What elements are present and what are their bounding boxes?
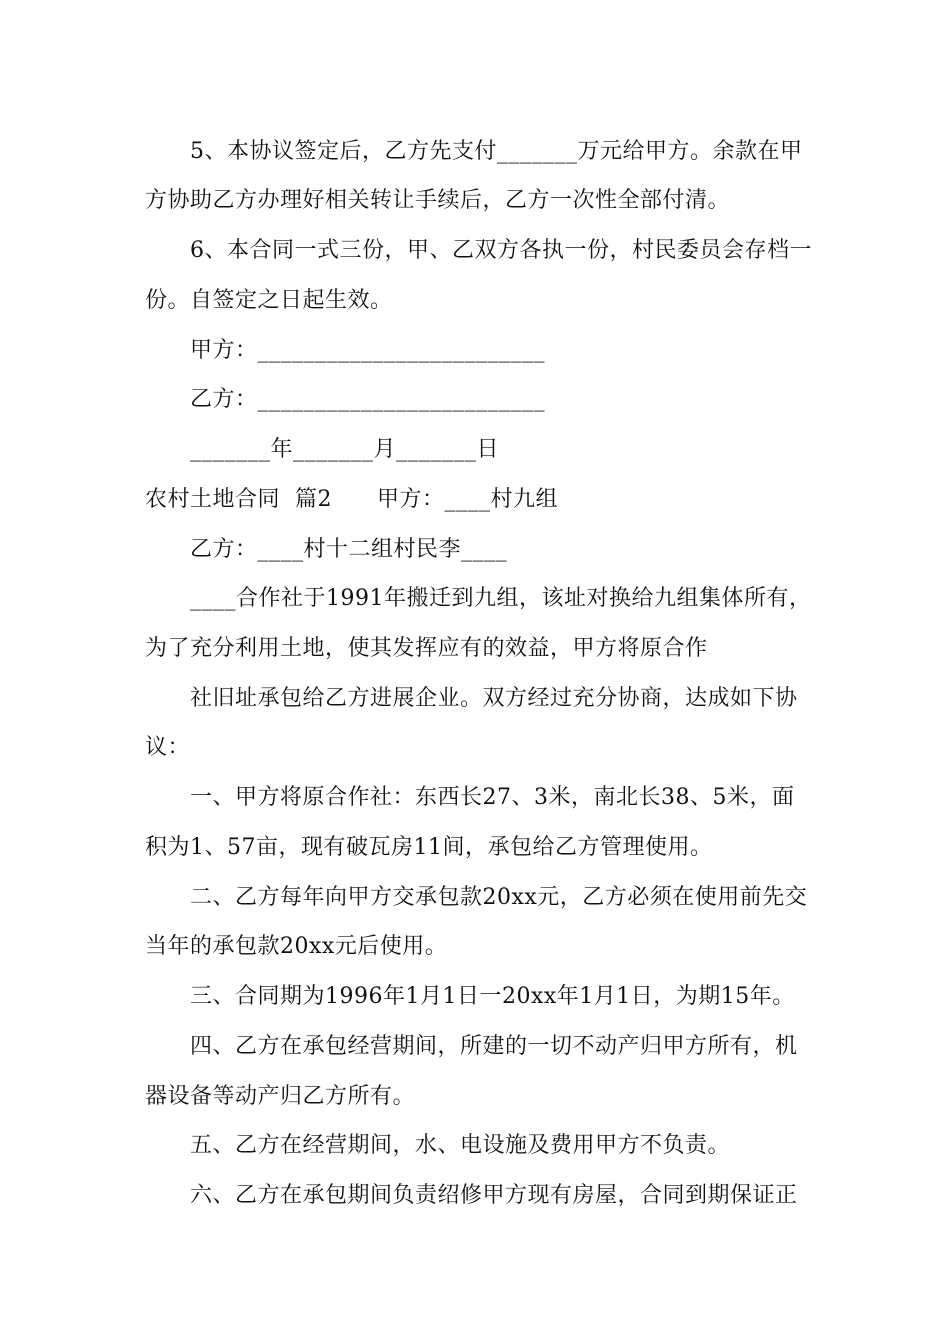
article-5-line: 五、乙方在经营期间，水、电设施及费用甲方不负责。 — [190, 1133, 731, 1158]
article-1-line-1: 一、甲方将原合作社：东西长27、3米，南北长38、5米，面 — [190, 785, 795, 810]
intro-line-3: 社旧址承包给乙方进展企业。双方经过充分协商，达成如下协 — [190, 686, 798, 711]
intro-line-1: ____合作社于1991年搬迁到九组，该址对换给九组集体所有， — [190, 586, 812, 611]
clause-6-line-2: 份。自签定之日起生效。 — [145, 288, 393, 313]
clause-5-line-1: 5、本协议签定后，乙方先支付_______万元给甲方。余款在甲 — [190, 139, 803, 164]
clause-5-line-2: 方协助乙方办理好相关转让手续后，乙方一次性全部付清。 — [145, 188, 731, 213]
article-1-line-2: 积为1、57亩，现有破瓦房11间，承包给乙方管理使用。 — [145, 835, 713, 860]
article-2-line-2: 当年的承包款20xx元后使用。 — [145, 934, 448, 959]
intro-line-4: 议： — [145, 735, 191, 760]
party-a-signature-line: 甲方：_________________________ — [190, 338, 546, 363]
intro-line-2: 为了充分利用土地，使其发挥应有的效益，甲方将原合作 — [145, 636, 708, 661]
clause-6-line-1: 6、本合同一式三份，甲、乙双方各执一份，村民委员会存档一 — [190, 238, 812, 263]
article-4-line-1: 四、乙方在承包经营期间，所建的一切不动产归甲方所有，机 — [190, 1034, 798, 1059]
contract-2-heading: 农村土地合同 篇2 甲方：____村九组 — [145, 487, 558, 512]
article-4-line-2: 器设备等动产归乙方所有。 — [145, 1084, 416, 1109]
party-b-line: 乙方：____村十二组村民李____ — [190, 537, 508, 562]
article-3-line: 三、合同期为1996年1月1日一20xx年1月1日，为期15年。 — [190, 984, 795, 1009]
article-6-line-1: 六、乙方在承包期间负责绍修甲方现有房屋，合同到期保证正 — [190, 1183, 798, 1208]
party-b-signature-line: 乙方：_________________________ — [190, 387, 546, 412]
article-2-line-1: 二、乙方每年向甲方交承包款20xx元，乙方必须在使用前先交 — [190, 885, 808, 910]
date-line: _______年_______月_______日 — [190, 437, 500, 462]
